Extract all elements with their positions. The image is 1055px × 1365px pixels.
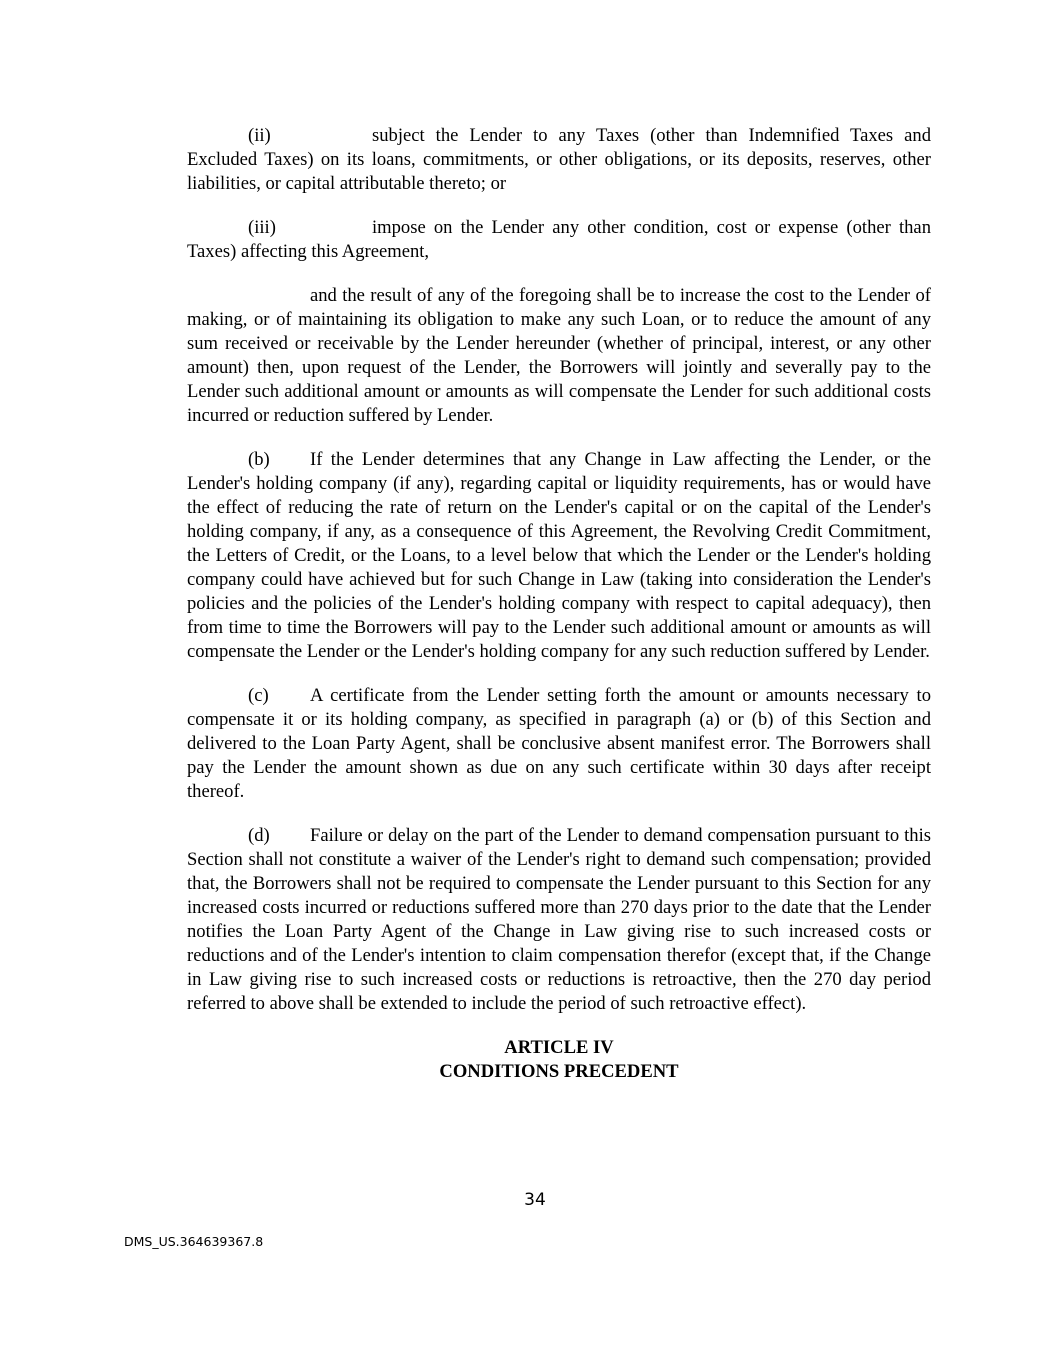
result-paragraph: and the result of any of the foregoing shall be to increase the cost to the Lender of making, or of maintaining its obligation to make any such Loan, or to reduce the amount of any sum received or receivable by the Lender hereunder (whether of principal, interest, or any other amount) then, upon request of the Lender, the Borrowers will jointly and severally pay to the Lender such additional amount or amounts as will compensate the Lender for such additional costs incurred or reduction suffered by Lender. bbox=[187, 285, 931, 426]
clause-ii bbox=[187, 124, 931, 196]
article-title: CONDITIONS PRECEDENT bbox=[439, 1061, 679, 1082]
document-id: DMS_US.364639367.8 bbox=[124, 1234, 264, 1249]
clause-b-text: If the Lender determines that any Change in Law affecting the Lender, or the Lender's holding company (if any), regarding capital or liquidity requirements, has or would have the effect of reducing the rate of return on the Lender's capital or on the capital of the Lender's holding company, if any, as a consequence of this Agreement, the Revolving Credit Commitment, the Letters of Credit, or the Loans, to a level below that which the Lender or the Lender's holding company could have achieved but for such Change in Law (taking into consideration the Lender's policies and the policies of the Lender's holding company with respect to capital adequacy), then from time to time the Borrowers will pay to the Lender such additional amount or amounts as will compensate the Lender or the Lender's holding company for any such reduction suffered by Lender. bbox=[187, 449, 931, 662]
article-number: ARTICLE IV bbox=[504, 1037, 614, 1058]
clause-ii-text: subject the Lender to any Taxes (other than Indemnified Taxes and Excluded Taxes) on its loans, commitments, or other obligations, or its deposits, reserves, other liabilities, or capital attributable thereto; or bbox=[187, 125, 931, 194]
document-body bbox=[187, 124, 931, 1084]
clause-b bbox=[187, 448, 931, 664]
clause-d-text: Failure or delay on the part of the Lender to demand compensation pursuant to this Section shall not constitute a waiver of the Lender's right to demand such compensation; provided that, the Borrowers shall not be required to compensate the Lender pursuant to this Section for any increased costs incurred or reductions suffered more than 270 days prior to the date that the Lender notifies the Loan Party Agent of the Change in Law giving rise to such increased costs or reductions and of the Lender's intention to claim compensation therefor (except that, if the Change in Law giving rise to such increased costs or reductions is retroactive, then the 270 day period referred to above shall be extended to include the period of such retroactive effect). bbox=[187, 825, 931, 1014]
clause-b-marker: (b) bbox=[248, 449, 270, 470]
clause-iii bbox=[187, 216, 931, 264]
article-heading bbox=[187, 1036, 931, 1084]
clause-d bbox=[187, 824, 931, 1016]
clause-c-marker: (c) bbox=[248, 685, 269, 706]
clause-ii-marker: (ii) bbox=[248, 125, 271, 146]
clause-c-text: A certificate from the Lender setting forth the amount or amounts necessary to compensate it or its holding company, as specified in paragraph (a) or (b) of this Section and delivered to the Loan Party Agent, shall be conclusive absent manifest error. The Borrowers shall pay the Lender the amount shown as due on any such certificate within 30 days after receipt thereof. bbox=[187, 685, 931, 802]
clause-c bbox=[187, 684, 931, 804]
clause-iii-marker: (iii) bbox=[248, 217, 276, 238]
clause-d-marker: (d) bbox=[248, 825, 270, 846]
page-number: 34 bbox=[524, 1190, 546, 1210]
clause-iii-text: impose on the Lender any other condition, cost or expense (other than Taxes) affecting this Agreement, bbox=[187, 217, 931, 262]
